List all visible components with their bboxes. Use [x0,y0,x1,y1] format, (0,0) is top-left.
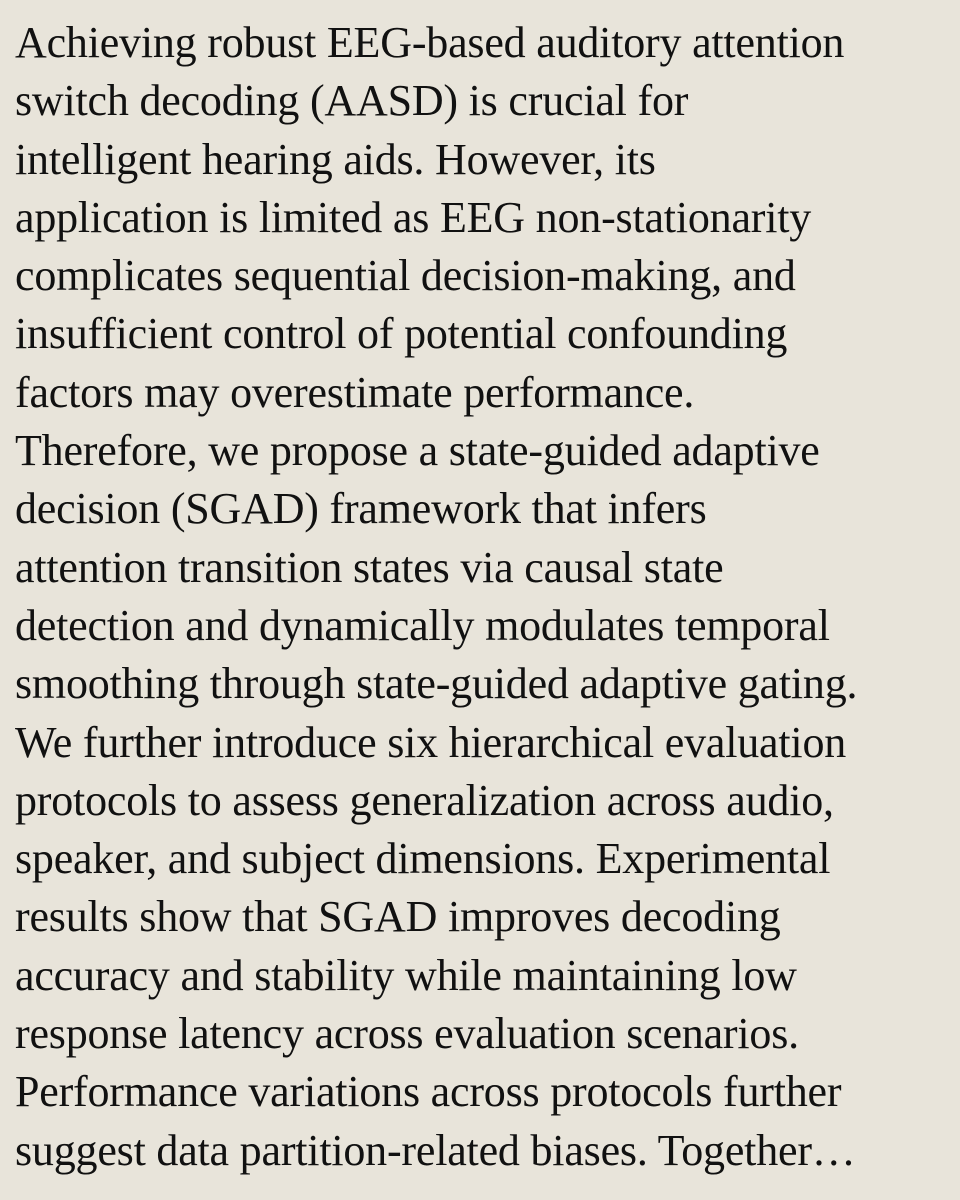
abstract-line-9: decision (SGAD) framework that infers [15,484,707,534]
abstract-line-18: response latency across evaluation scenarios. [15,1009,799,1059]
abstract-line-14: protocols to assess generalization across audio, [15,775,834,825]
abstract-line-2: switch decoding (AASD) is crucial for [15,76,689,126]
abstract-line-15: speaker, and subject dimensions. Experimental [15,834,831,884]
abstract-line-7: factors may overestimate performance. [15,367,695,417]
abstract-line-10: attention transition states via causal state [15,542,724,592]
abstract-line-11: detection and dynamically modulates temporal [15,600,830,650]
abstract-line-19: Performance variations across protocols further [15,1067,842,1117]
abstract-line-3: intelligent hearing aids. However, its [15,134,656,184]
abstract-line-13: We further introduce six hierarchical evaluation [15,717,847,767]
abstract-line-20: suggest data partition-related biases. Together… [15,1125,856,1175]
abstract-line-16: results show that SGAD improves decoding [15,892,781,942]
abstract-line-12: smoothing through state-guided adaptive gating. [15,659,858,709]
abstract-line-6: insufficient control of potential confounding [15,309,788,359]
abstract-line-4: application is limited as EEG non-stationarity [15,192,812,242]
abstract-line-17: accuracy and stability while maintaining low [15,950,797,1000]
abstract-line-5: complicates sequential decision-making, and [15,251,796,301]
abstract-line-1: Achieving robust EEG-based auditory attention [15,18,845,67]
abstract-text [15,14,948,1180]
abstract-line-8: Therefore, we propose a state-guided adaptive [15,426,820,476]
